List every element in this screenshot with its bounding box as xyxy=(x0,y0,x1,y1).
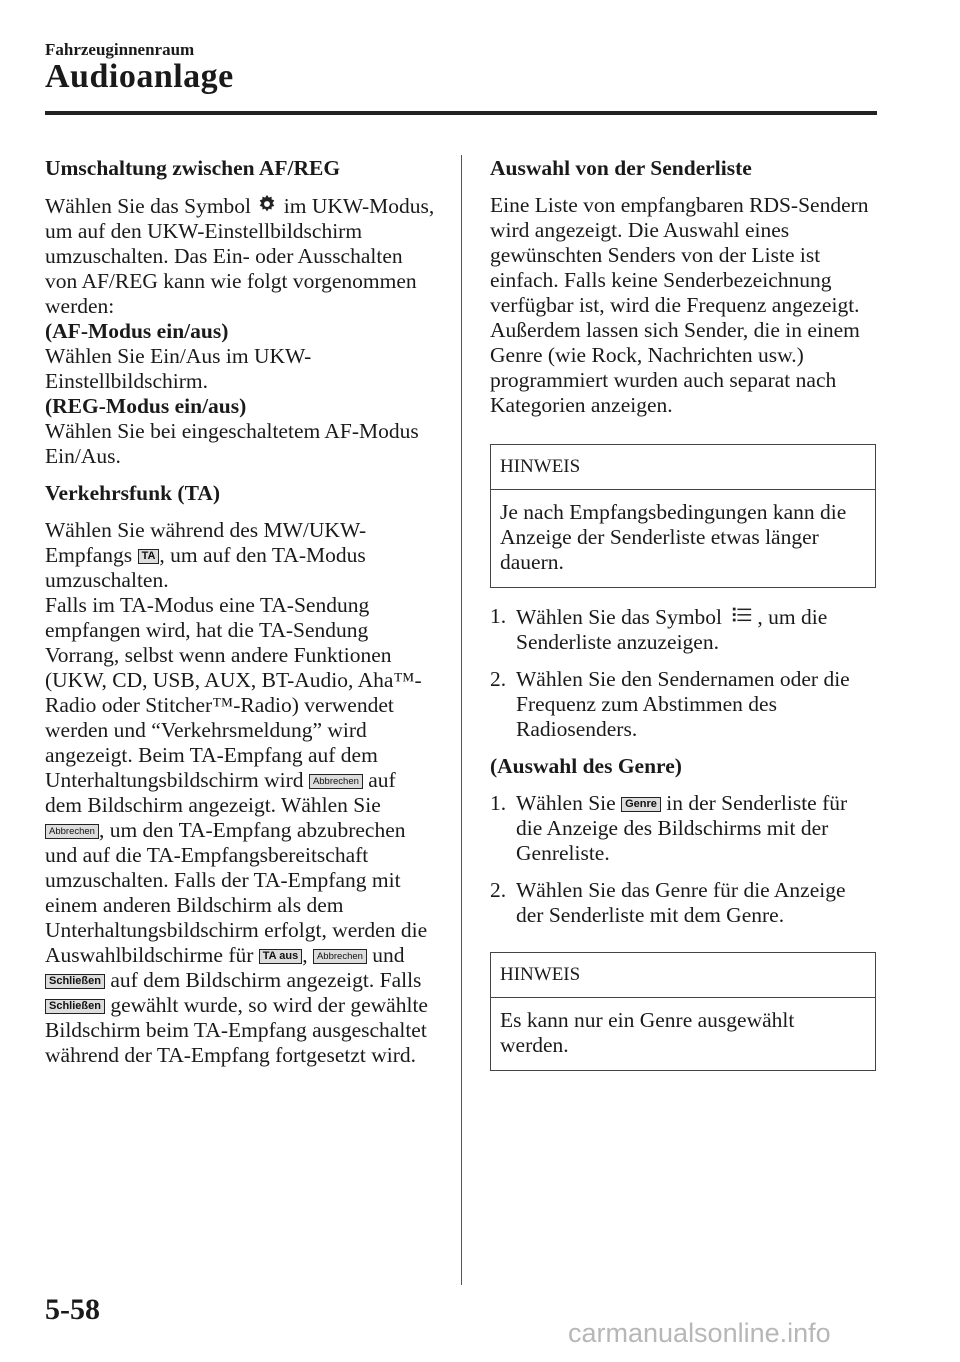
list-icon xyxy=(727,604,757,626)
paragraph-senderliste: Eine Liste von empfangbaren RDS-Sendern wird angezeigt. Die Auswahl eines gewünschten Senders von der Liste ist einfach. Falls keine Senderbezeichnung verfügbar ist, wird die Frequenz angezeigt. Außerdem lassen sich Sender, die in einem Genre (wie Rock, Nachrichten usw.) programmiert wurden auch separat nach Kategorien anzeigen. xyxy=(490,193,869,417)
note-heading: HINWEIS xyxy=(491,953,875,998)
ta-aus-button: TA aus xyxy=(259,949,302,964)
abbrechen-button: Abbrechen xyxy=(309,774,363,789)
paragraph-ta-1: Wählen Sie während des MW/UKW-Empfangs TA , um auf den TA-Modus umzuschalten. xyxy=(45,518,367,592)
schliessen-button: Schließen xyxy=(45,974,105,989)
list-item: 2. Wählen Sie das Genre für die Anzeige der Senderliste mit dem Genre. xyxy=(490,878,846,927)
note-text: Je nach Empfangsbedingungen kann die Anzeige der Senderliste etwas länger dauern. xyxy=(500,500,847,574)
settings-gear-icon xyxy=(256,193,278,215)
heading-af-mode: (AF-Modus ein/aus) xyxy=(45,319,229,343)
paragraph-af-mode: Wählen Sie Ein/Aus im UKW-Einstellbildschirm. xyxy=(45,344,312,393)
list-item: 1. Wählen Sie Genre in der Senderliste für die Anzeige des Bildschirms mit der Genreliste. xyxy=(490,791,848,865)
abbrechen-button: Abbrechen xyxy=(313,949,367,964)
right-column xyxy=(490,156,876,1087)
page-title: Audioanlage xyxy=(45,58,234,95)
note-heading: HINWEIS xyxy=(491,445,875,490)
heading-af-reg: Umschaltung zwischen AF/REG xyxy=(45,156,341,180)
list-item: 2. Wählen Sie den Sendernamen oder die Frequenz zum Abstimmen des Radiosenders. xyxy=(490,667,850,741)
heading-senderliste: Auswahl von der Senderliste xyxy=(490,156,752,180)
watermark: carmanualsonline.info xyxy=(568,1318,831,1348)
column-divider xyxy=(461,155,462,1285)
paragraph-ta-2: Falls im TA-Modus eine TA-Sendung empfangen wird, hat die TA-Sendung Vorrang, selbst wenn andere Funktionen (UKW, CD, USB, AUX, BT-Audio, Aha™-Radio oder Stitcher™-Radio) verwendet werden und “Verkehrsmeldung” wird angezeigt. Beim TA-Empfang auf dem Unterhaltungsbildschirm wird Abbrechen auf dem Bildschirm angezeigt. Wählen Sie Abbrechen , um den TA-Empfang abzubrechen und auf die TA-Empfangsbereitschaft umzuschalten. Falls der TA-Empfang mit einem anderen Bildschirm als dem Unterhaltungsbildschirm erfolgt, werden die Auswahlbildschirme für TA aus , Abbrechen undSchließen auf dem Bildschirm angezeigt. Falls Schließen gewählt wurde, so wird der gewählte Bildschirm beim TA-Empfang ausgeschaltet während der TA-Empfang fortgesetzt wird. xyxy=(45,593,428,1067)
abbrechen-button: Abbrechen xyxy=(45,824,99,839)
ta-button: TA xyxy=(138,549,160,564)
paragraph-reg-mode: Wählen Sie bei eingeschaltetem AF-Modus Ein/Aus. xyxy=(45,419,419,468)
note-text: Es kann nur ein Genre ausgewählt werden. xyxy=(500,1008,795,1057)
list-item: 1. Wählen Sie das Symbol , um die Senderliste anzuzeigen. xyxy=(490,604,828,654)
heading-ta: Verkehrsfunk (TA) xyxy=(45,481,221,505)
note-box-1 xyxy=(490,444,876,588)
left-column xyxy=(45,156,437,1068)
paragraph-af: Wählen Sie das Symbol im UKW-Modus, um auf den UKW-Einstellbildschirm umzuschalten. Das Ein- oder Ausschalten von AF/REG kann wie folgt vorgenommen werden: xyxy=(45,194,435,318)
heading-reg-mode: (REG-Modus ein/aus) xyxy=(45,394,247,418)
note-box-2 xyxy=(490,952,876,1071)
section-label: Fahrzeuginnenraum xyxy=(45,40,195,59)
genre-button: Genre xyxy=(621,797,661,812)
schliessen-button: Schließen xyxy=(45,999,105,1014)
page-number: 5-58 xyxy=(45,1293,100,1326)
heading-genre: (Auswahl des Genre) xyxy=(490,754,682,778)
header-rule xyxy=(45,111,877,115)
